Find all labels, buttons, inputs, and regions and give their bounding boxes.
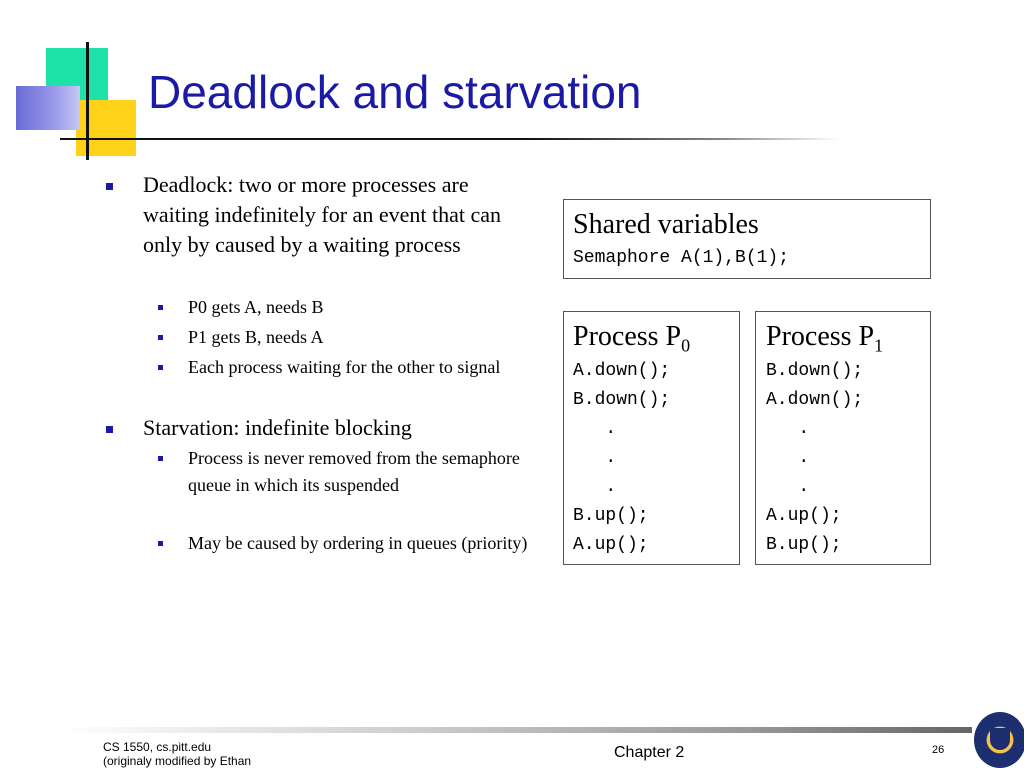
footer-credits <box>103 740 251 768</box>
page-number: 26 <box>932 744 945 756</box>
decor-vertical-line <box>86 42 89 160</box>
sub-bullet-marker <box>158 456 163 461</box>
sub-bullet: P1 gets B, needs A <box>188 327 324 347</box>
code-line: A.up(); <box>573 535 649 555</box>
process-p1-code <box>766 357 863 560</box>
code-line: . <box>766 448 810 468</box>
sub-bullet: P0 gets A, needs B <box>188 297 324 317</box>
footer-credit-line1: CS 1550, cs.pitt.edu <box>103 740 212 754</box>
process-p0-heading <box>573 321 690 362</box>
process-p1-box <box>755 311 931 565</box>
code-line: A.up(); <box>766 506 842 526</box>
process-p1-label: Process P <box>766 321 875 352</box>
process-p1-heading <box>766 321 883 362</box>
footer-credit-line2: (originaly modified by Ethan <box>103 754 252 768</box>
code-line: A.down(); <box>573 361 671 381</box>
shared-variables-heading: Shared variables <box>573 209 759 240</box>
process-p1-subscript: 1 <box>874 335 884 356</box>
code-line: . <box>573 419 617 439</box>
code-line: A.down(); <box>766 390 864 410</box>
code-line: B.up(); <box>573 506 649 526</box>
bullet-starvation: Starvation: indefinite blocking <box>143 415 412 440</box>
decor-yellow-square <box>76 100 136 156</box>
shared-variables-code: Semaphore A(1),B(1); <box>573 248 790 268</box>
sub-bullet: May be caused by ordering in queues (priority) <box>188 533 528 553</box>
university-seal-icon <box>974 712 1024 768</box>
shared-variables-box <box>563 199 931 279</box>
title-underline <box>60 138 840 140</box>
bullet-marker <box>106 426 113 433</box>
bullet-marker <box>106 183 113 190</box>
code-line: . <box>766 419 810 439</box>
code-line: B.down(); <box>766 361 864 381</box>
code-line: . <box>766 477 810 497</box>
sub-bullet-marker <box>158 541 163 546</box>
bullet-deadlock: Deadlock: two or more processes are waiting indefinitely for an event that can only by caused by a waiting process <box>143 172 501 257</box>
decor-purple-square <box>16 86 80 130</box>
code-line: . <box>573 448 617 468</box>
footer-chapter: Chapter 2 <box>614 744 685 761</box>
sub-bullet-marker <box>158 305 163 310</box>
sub-bullet: Process is never removed from the semaphore queue in which its suspended <box>188 448 520 495</box>
process-p0-subscript: 0 <box>681 335 691 356</box>
sub-bullet: Each process waiting for the other to signal <box>188 357 501 377</box>
code-line: B.down(); <box>573 390 671 410</box>
slide-title: Deadlock and starvation <box>148 66 642 118</box>
code-line: B.up(); <box>766 535 842 555</box>
code-line: . <box>573 477 617 497</box>
sub-bullet-marker <box>158 365 163 370</box>
process-p0-code <box>573 357 670 560</box>
process-p0-box <box>563 311 740 565</box>
sub-bullet-marker <box>158 335 163 340</box>
footer-bar <box>60 727 972 733</box>
process-p0-label: Process P <box>573 321 682 352</box>
